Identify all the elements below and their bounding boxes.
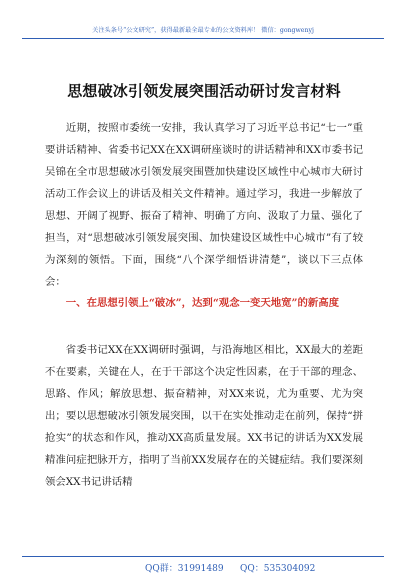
document-title: 思想破冰引领发展突围活动研讨发言材料 (67, 82, 341, 100)
body-paragraph-1: 近期，按照市委统一安排，我认真学习了习近平总书记“七一”重要讲话精神、省委书记XX在XX调研座谈时的讲话精神和XX市委书记吴锦在全市思想破冰引领发展突围暨加快建设区域性中心城市大研讨活动工作会议上的讲话及相关文件精神。通过学习，我进一步解放了思想、开阔了视野、振奋了精神、明确了方向、汲取了力量、强化了担当，对“思想破冰引领发展突围、加快建设区域性中心城市”有了较为深刻的领悟。下面，围绕“八个深学细悟讲清楚”，谈以下三点体会： (45, 122, 363, 288)
header-divider (22, 38, 384, 39)
footer-divider (22, 556, 384, 557)
footer-qq-number: QQ：535304092 (240, 564, 316, 574)
footer-qq-group: QQ群：31991489 (145, 564, 224, 574)
header-banner: 关注头条号“公文研究”，获得最新最全最专业的公文资料库！ 微信：gongwenyj (92, 27, 314, 34)
body-paragraph-2: 省委书记XX在XX调研时强调，与沿海地区相比，XX最大的差距不在要素，关键在人，在于干部这个决定性因素，在于干部的理念、思路、作风；解放思想、振奋精神，对XX来说，尤为重要、尤为突出；要以思想破冰引领发展突围，以干在实处推动走在前列，保持“拼抢实”的状态和作风，推动XX高质量发展。XX书记的讲话为XX发展精准问症把脉开方，指明了当前XX发展存在的关键症结。我们要深刻领会XX书记讲话精 (45, 344, 363, 488)
section-heading-1: 一、在思想引领上“破冰”，达到“观念一变天地宽”的新高度 (65, 297, 340, 309)
